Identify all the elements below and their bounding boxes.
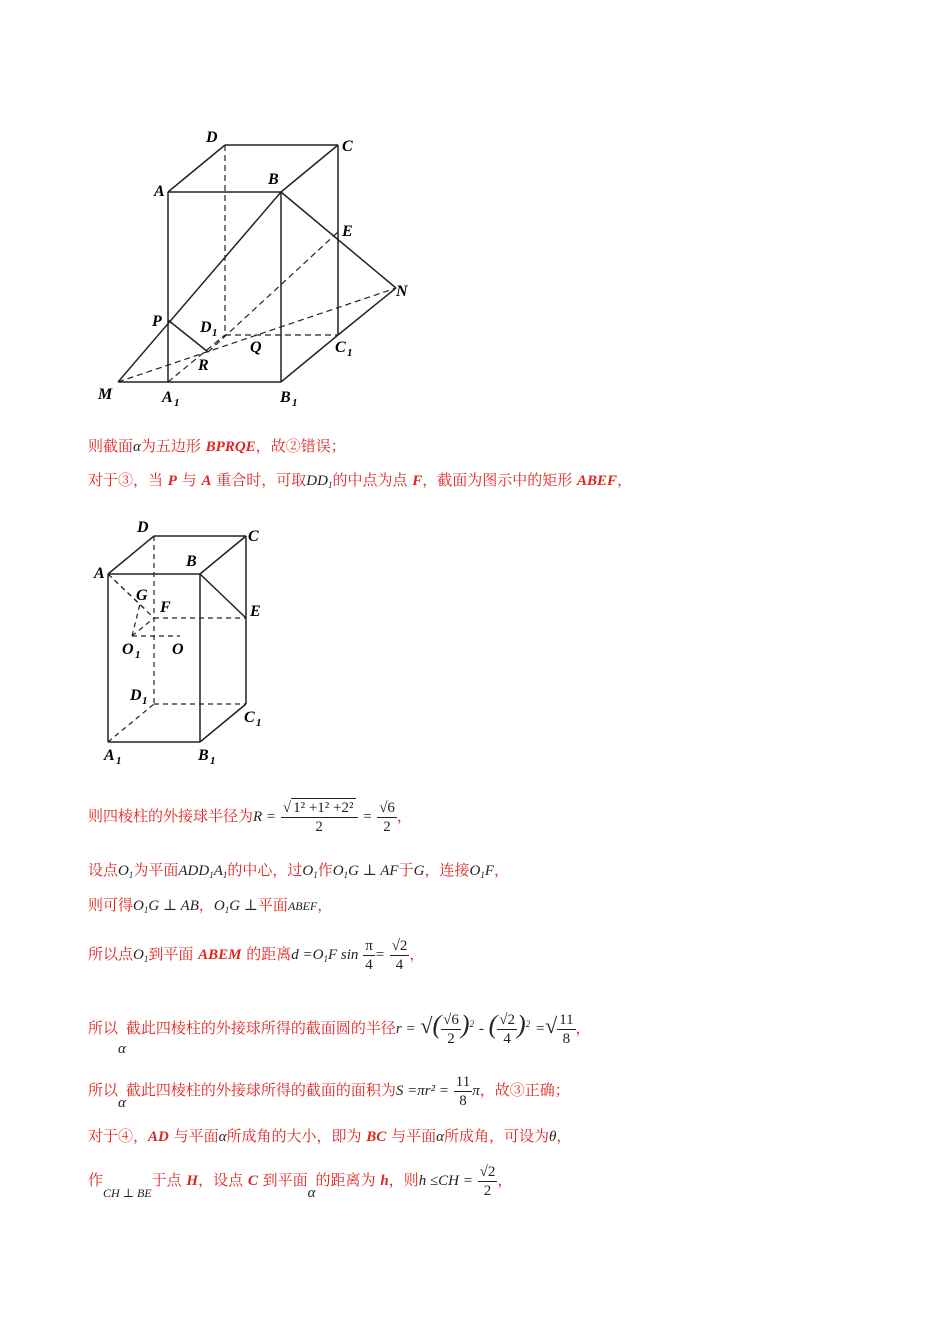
label-A1: A (162, 389, 173, 406)
label-G: G (136, 587, 148, 604)
label-O: O (172, 641, 184, 658)
label-E: E (250, 603, 261, 620)
label-O1-sub: 1 (135, 649, 141, 661)
label-A1: A (104, 747, 115, 764)
label-B1-sub: 1 (210, 755, 216, 767)
label-P: P (152, 313, 162, 330)
text-line-9: 对于④，AD 与平面α所成角的大小，即为 BC 与平面α所成角，可设为θ， (88, 1127, 572, 1145)
label-B1-sub: 1 (292, 397, 298, 409)
figure-prism-section-pentagon (88, 120, 428, 420)
label-D1-sub: 1 (142, 695, 148, 707)
eleven-over-eight: $\frac{11}{8}$ (559, 1011, 574, 1047)
sqrt2-over-4: $\frac{√2}{4}$ (499, 1011, 516, 1047)
label-D: D (206, 129, 218, 146)
sqrt2-over-2: $\frac{√2}{2}$ (479, 1163, 496, 1199)
label-E: E (342, 223, 353, 240)
label-A1-sub: 1 (116, 755, 122, 767)
label-B1: B (280, 389, 291, 406)
label-M: M (98, 386, 113, 403)
radius-value-fraction: $\frac{√6}{2}$ (379, 799, 395, 835)
text-line-7: 所以α截此四棱柱的外接球所得的截面圆的半径r = √( $\frac{√6}{2}$ )$^2$ - ( $\frac{√2}{4}$ )$^2$ =√ $\frac{11}{8}$ ， (88, 1010, 591, 1057)
text-line-3: 则四棱柱的外接球半径为R = $\frac{\text{√ 1² +1² +2²}}{2}$ = $\frac{√6}{2}$ ， (88, 799, 412, 835)
label-D: D (137, 519, 149, 536)
label-D1: D (130, 687, 142, 704)
label-B: B (268, 171, 279, 188)
sqrt2-over-4: $\frac{√2}{4}$ (391, 937, 408, 973)
label-Q: Q (250, 339, 262, 356)
label-O1: O (122, 641, 134, 658)
figure-prism-rectangle-section (88, 510, 288, 770)
label-D1: D (200, 319, 212, 336)
label-C: C (342, 138, 353, 155)
label-C1: C (335, 339, 346, 356)
sqrt6-over-2: $\frac{√6}{2}$ (443, 1011, 459, 1047)
area-fraction: $\frac{11}{8}$ (455, 1073, 471, 1109)
radius-fraction: $\frac{\text{√ 1² +1² +2²}}{2}$ (281, 798, 358, 836)
label-C: C (248, 528, 259, 545)
label-C1-sub: 1 (347, 347, 353, 359)
label-A1-sub: 1 (174, 397, 180, 409)
label-B1: B (198, 747, 209, 764)
label-C1: C (244, 709, 255, 726)
label-B: B (186, 553, 197, 570)
text-line-5: 则可得$O_1G$ ⊥ AB，$O_1G$ ⊥平面ABEF， (88, 896, 333, 915)
label-A: A (94, 565, 105, 582)
text-line-6: 所以点$O_1$到平面 ABEM 的距离$d =O_1F$ sin $\frac{\pi}{4}$ = $\frac{√2}{4}$ ， (88, 937, 425, 973)
label-A: A (154, 183, 165, 200)
label-N: N (396, 283, 408, 300)
label-C1-sub: 1 (256, 717, 262, 729)
text-line-2: 对于③，当 P 与 A 重合时，可取$DD_1$的中点为点 F，截面为图示中的矩形 ABEF， (88, 471, 633, 490)
label-F: F (160, 599, 171, 616)
text-line-10: 作$_{CH \perp BE}$于点 H，设点 C 到平面α的距离为 h，则h ≤CH = $\frac{√2}{2}$ ， (88, 1163, 513, 1201)
label-D1-sub: 1 (212, 327, 218, 339)
text-line-4: 设点$O_1$为平面$ADD_1A_1$的中心，过$O_1$作$O_1G$ ⊥ AF于G，连接$O_1F$， (88, 861, 509, 880)
pi-over-4: $\frac{\pi}{4}$ (365, 937, 373, 973)
text-line-1: 则截面α为五边形 BPRQE，故②错误； (88, 437, 346, 455)
label-R: R (198, 357, 209, 374)
text-line-8: 所以α截此四棱柱的外接球所得的截面的面积为S =πr² = $\frac{11}{8}$ π，故③正确； (88, 1073, 570, 1111)
